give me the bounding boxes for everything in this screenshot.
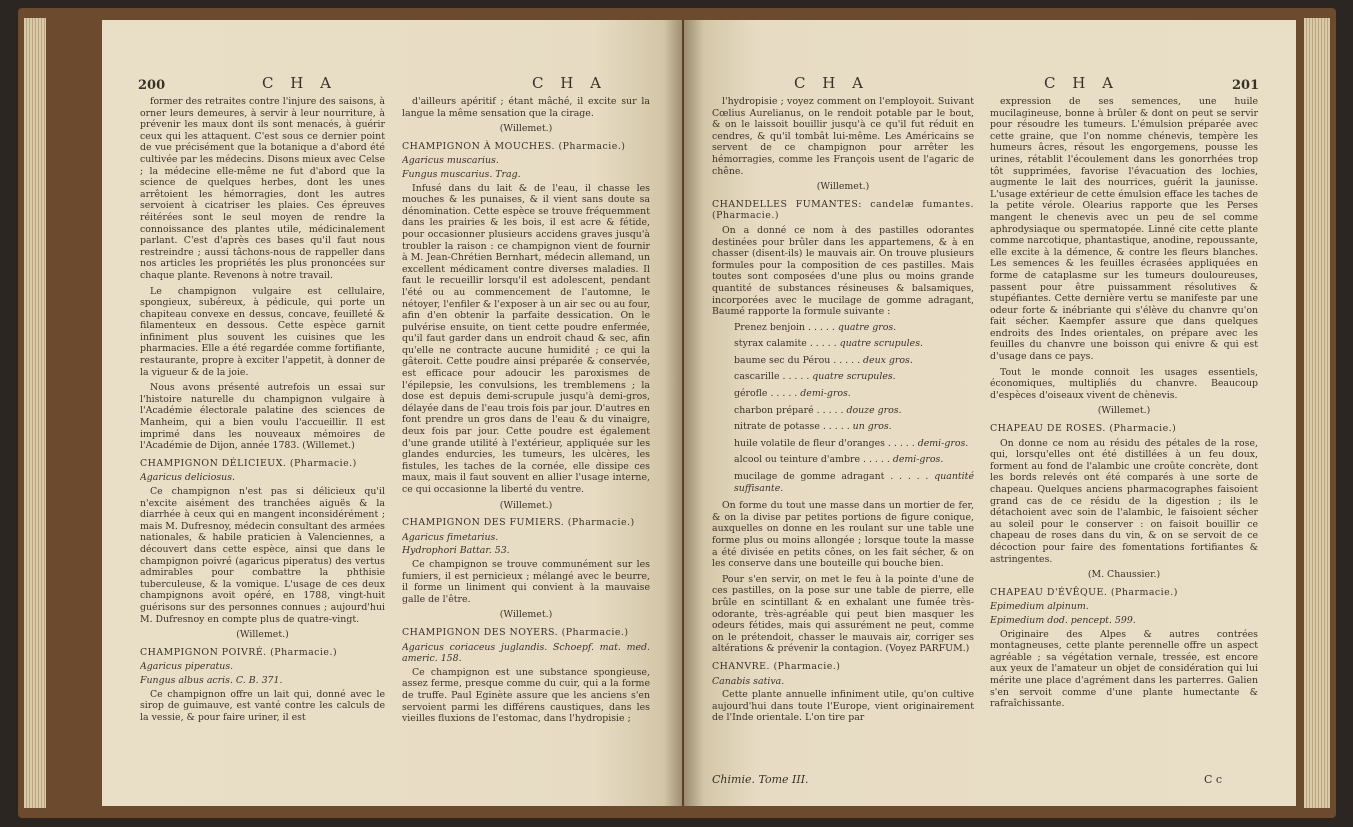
recipe-item bbox=[734, 355, 974, 367]
left-page-column-1 bbox=[140, 96, 385, 727]
recipe-ingredient: nitrate de potasse . . . . . bbox=[734, 421, 853, 433]
entry-heading: CHAPEAU D'ÉVÊQUE. (Pharmacie.) bbox=[990, 586, 1178, 598]
latin-name: Agaricus coriaceus juglandis. Schoepf. mat. med. americ. 158. bbox=[402, 641, 650, 665]
entry-heading: CHAMPIGNON À MOUCHES. (Pharmacie.) bbox=[402, 140, 626, 152]
entry-heading: CHAMPIGNON DES FUMIERS. (Pharmacie.) bbox=[402, 517, 635, 529]
recipe-ingredient: cascarille . . . . . bbox=[734, 371, 813, 383]
open-book bbox=[18, 8, 1336, 818]
recipe-item bbox=[734, 438, 974, 450]
right-page-edges bbox=[1304, 18, 1330, 808]
entry-heading: CHAPEAU DE ROSES. (Pharmacie.) bbox=[990, 423, 1177, 435]
latin-name: Canabis sativa. bbox=[712, 675, 785, 687]
author-signature: (Willemet.) bbox=[499, 123, 553, 135]
right-page bbox=[684, 20, 1296, 806]
paragraph: Ce champignon est une substance spongieuse, assez ferme, presque comme du cuir, qui a la forme de truffe. Paul Eginète assure que les anciens s'en servoient parmi les différens caustiques, dans les vieilles fluxions de l'estomac, dans l'hydropisie ; bbox=[402, 666, 650, 725]
recipe-ingredient: huile volatile de fleur d'oranges . . . . . bbox=[734, 437, 918, 449]
recipe-quantity: quantité suffisante. bbox=[734, 471, 974, 494]
paragraph: former des retraites contre l'injure des saisons, à orner leurs demeures, à servir à leur nourriture, à prévenir les maux dont ils sont menacés, à guérir ceux qui les attaquent. C'est sous ce dernier point de vue précisément que la botanique a d'abord été cultivée par les médecins. Disons mieux avec Celse ; la médecine elle-même ne fut d'abord que la science de quelques herbes, dont les unes arrêtoient les hémorragies, dont les autres servoient à cicatriser les plaies. Ces épreuves réitérées sont le seul moyen de rendre la connoissance des plantes utile, médicinalement parlant. C'est d'après ces bases qu'il faut nous restreindre ; aussi tâchons-nous de rappeller dans nos articles les propriétés les plus prononcées sur chaque plante. Revenons à notre travail. bbox=[140, 96, 385, 281]
recipe-quantity: douze gros. bbox=[846, 404, 902, 416]
recipe-item bbox=[734, 405, 974, 417]
latin-name: Agaricus fimetarius. bbox=[402, 531, 499, 543]
left-page-column-2 bbox=[402, 96, 650, 729]
left-page bbox=[102, 20, 682, 806]
signature-mark: Chimie. Tome III. bbox=[712, 773, 809, 786]
book-gutter bbox=[664, 20, 704, 806]
entry-heading: CHANDELLES FUMANTES: candelæ fumantes. (Pharmacie.) bbox=[712, 198, 974, 222]
paragraph: Infusé dans du lait & de l'eau, il chasse les mouches & les punaises, & il vient sans doute sa dénomination. Cette espèce se trouve fréquemment dans les prairies & les bois, il est acre & fétide, pour occasionner plusieurs accidens graves jusqu'à troubler la raison : ce champignon vient de fournir à M. Jean-Chrétien Bernhart, médecin allemand, un excellent médicament contre diverses maladies. Il faut le recueillir lorsqu'il est adolescent, pendant l'été ou au commencement de l'automne, le nétoyer, l'enfiler & l'exposer à un air sec ou au four, afin d'en obtenir la parfaite dessication. On le pulvérise ensuite, on tient cette poudre enfermée, qu'il faut garder dans un endroit chaud & sec, afin qu'elle ne contracte aucune humidité ; ce qui la gâteroit. Cette poudre ainsi préparée & conservée, est efficace pour adoucir les paroxismes de l'épilepsie, les convulsions, les tremblemens ; la dose est depuis demi-scrupule jusqu'à demi-gros, délayée dans de l'eau trois fois par jour. D'autres en font prendre un gros dans de l'eau & du vinaigre, deux fois par jour. Cette poudre est également d'une grande utilité à l'extérieur, appliquée sur les glandes endurcies, les tumeurs, les ulcères, les fistules, les taches de la cornée, elle dissipe ces maux, mais il faut souvent en allier l'usage interne, ce qui occasionne la liberté du ventre. bbox=[402, 182, 650, 495]
running-header-right-col2: C H A bbox=[1044, 74, 1119, 92]
recipe-quantity: quatre scrupules. bbox=[839, 338, 923, 350]
latin-name: Agaricus piperatus. bbox=[140, 661, 234, 673]
paragraph: expression de ses semences, une huile mucilagineuse, bonne à brûler & dont on peut se servir pour résoudre les tumeurs. L'émulsion préparée avec cette graine, que l'on nomme chénevis, tempère les humeurs âcres, résout les engorgemens, pousse les urines, rétablit l'écoulement dans les gonorrhées trop tôt supprimées, favorise l'évacuation des lochies, augmente le lait des nourrices, guérit la jaunisse. L'usage extérieur de cette émulsion efface les taches de la petite vérole. Olearius rapporte que les Perses mangent le chenevis avec un peu de sel comme aphrodysiaque ou spermatopée. Linné cite cette plante comme narcotique, phantastique, anodine, repoussante, elle excite à la démence, & contre les fleurs blanches. Les semences & les feuilles écrasées appliquées en forme de cataplasme sur les tumeurs douloureuses, passent pour être puissamment résolutives & stupéfiantes. Cette dernière vertu se manifeste par une odeur forte & inébriante qui s'élève du chanvre qu'on fait sécher. Kaempfer assure que dans quelques endroits des Indes orientales, on prépare avec les feuilles du chanvre une boisson qui enivre & qui est d'usage dans ce pays. bbox=[990, 96, 1258, 363]
paragraph: Le champignon vulgaire est cellulaire, spongieux, subéreux, à pédicule, qui porte un chapiteau convexe en dessus, concave, feuilleté & filamenteux en dessous. Cette espèce garnit infiniment plus souvent les cuisines que les pharmacies. Elle a été regardée comme fortifiante, restaurante, propre à exciter l'appetit, à donner de la vigueur & de la joie. bbox=[140, 285, 385, 378]
running-header-right-col1: C H A bbox=[794, 74, 869, 92]
recipe-item bbox=[734, 388, 974, 400]
recipe-quantity: demi-gros. bbox=[892, 454, 944, 466]
recipe-ingredient: alcool ou teinture d'ambre . . . . . bbox=[734, 454, 893, 466]
paragraph: Ce champignon se trouve communément sur les fumiers, il est pernicieux ; mélangé avec le beurre, il forme un liniment qui convient à la mauvaise galle de l'être. bbox=[402, 558, 650, 605]
recipe-ingredient: styrax calamite . . . . . bbox=[734, 338, 840, 350]
paragraph: Originaire des Alpes & autres contrées montagneuses, cette plante perennelle offre un aspect agréable ; sa végétation vernale, tressée, est encore aux yeux de l'amateur un objet de considération qui lui mérite une place d'agrément dans les parterres. Galien s'en servoit comme d'une plante humectante & rafraîchissante. bbox=[990, 628, 1258, 710]
recipe-quantity: deux gros. bbox=[863, 354, 913, 366]
gathering-letter: C c bbox=[1204, 773, 1223, 786]
author-signature: (Willemet.) bbox=[499, 499, 553, 511]
latin-name: Hydrophori Battar. 53. bbox=[402, 545, 510, 557]
latin-name: Epimedium alpinum. bbox=[990, 601, 1089, 613]
left-page-edges bbox=[24, 18, 46, 808]
paragraph: Tout le monde connoit les usages essentiels, économiques, multipliés du chanvre. Beaucoup d'espèces d'oiseaux vivent de chènevis. bbox=[990, 366, 1258, 401]
paragraph: d'ailleurs apéritif ; étant mâché, il excite sur la langue la même sensation que la cirage. bbox=[402, 96, 650, 119]
recipe-quantity: quatre gros. bbox=[837, 321, 897, 333]
page-number-right: 201 bbox=[1232, 78, 1260, 93]
paragraph: On a donné ce nom à des pastilles odorantes destinées pour brûler dans les appartemens, & à en chasser (disent-ils) le mauvais air. On trouve plusieurs formules pour la composition de ces pastilles. Mais toutes sont composées d'une plus ou moins grande quantité de substances résineuses & balsamiques, incorporées avec le mucilage de gomme adragant, Baumé rapporte la formule suivante : bbox=[712, 224, 974, 318]
recipe-item bbox=[734, 338, 974, 350]
recipe-quantity: un gros. bbox=[852, 421, 892, 433]
latin-name: Epimedium dod. pencept. 599. bbox=[990, 614, 1136, 626]
latin-name: Fungus muscarius. Trag. bbox=[402, 168, 521, 180]
recipe-quantity: demi-gros. bbox=[917, 437, 969, 449]
author-signature: (Willemet.) bbox=[816, 181, 870, 193]
entry-heading: CHAMPIGNON DES NOYERS. (Pharmacie.) bbox=[402, 626, 629, 638]
latin-name: Fungus albus acris. C. B. 371. bbox=[140, 674, 283, 686]
recipe-item bbox=[734, 371, 974, 383]
entry-heading: CHAMPIGNON DÉLICIEUX. (Pharmacie.) bbox=[140, 457, 357, 469]
paragraph: Pour s'en servir, on met le feu à la pointe d'une de ces pastilles, on la pose sur une table de pierre, elle brûle en scintillant & en exhalant une fumée très-odorante, très-agréable qui peut bien masquer les odeurs fétides, mais qui assurément ne peut, comme on le prétendoit, chasser le mauvais air, corriger ses altérations & prévenir la contagion. (Voyez PARFUM.) bbox=[712, 573, 974, 655]
recipe-item bbox=[734, 454, 974, 466]
recipe-ingredient: mucilage de gomme adragant . . . . . bbox=[734, 471, 935, 483]
right-page-column-1 bbox=[712, 96, 974, 728]
page-footer bbox=[712, 773, 974, 786]
recipe-ingredient: baume sec du Pérou . . . . . bbox=[734, 354, 864, 366]
author-signature: (Willemet.) bbox=[236, 629, 289, 641]
author-signature: (Willemet.) bbox=[499, 609, 553, 621]
right-page-column-2 bbox=[990, 96, 1258, 714]
paragraph: Cette plante annuelle infiniment utile, qu'on cultive aujourd'hui dans toute l'Europe, vient originairement de l'Inde orientale. L'on tire par bbox=[712, 689, 974, 724]
paragraph: l'hydropisie ; voyez comment on l'employoit. Suivant Cœlius Aurelianus, on le rendoit potable par le bout, & on le laissoit bouillir jusqu'à ce qu'il fut réduit en cendres, & qu'il tombât lui-même. Les Américains se servent de ce champignon pour arrêter les hémorragies, comme les François usent de l'agaric de chêne. bbox=[712, 96, 974, 177]
recipe-ingredient: charbon préparé . . . . . bbox=[734, 404, 847, 416]
entry-heading: CHAMPIGNON POIVRÉ. (Pharmacie.) bbox=[140, 646, 338, 658]
page-number-left: 200 bbox=[138, 78, 166, 93]
running-header-left-col1: C H A bbox=[262, 74, 337, 92]
paragraph: Nous avons présenté autrefois un essai sur l'histoire naturelle du champignon vulgaire à l'Académie électorale palatine des sciences de Manheim, qui a bien voulu l'accueillir. Il est imprimé dans les nouveaux mémoires de l'Académie de Dijon, année 1783. (Willemet.) bbox=[140, 382, 385, 452]
entry-heading: CHANVRE. (Pharmacie.) bbox=[712, 660, 841, 672]
recipe-ingredient: gérofle . . . . . bbox=[734, 388, 801, 400]
paragraph: On donne ce nom au résidu des pétales de la rose, qui, lorsqu'elles ont été distillées à un feu doux, forment au fond de l'alambic une croûte concrète, dont les bords relevés ont été comparés à une sorte de chapeau. Quelques anciens pharmacographes faisoient grand cas de ce résidu de la digestion ; ils le détachoient avec soin de l'alambic, le faisoient sécher au soleil pour le conserver : on faisoit bouillir ce chapeau de roses dans du vin, & on se servoit de ce décoction pour faire des fomentations fortifiantes & astringentes. bbox=[990, 437, 1258, 565]
author-signature: (M. Chaussier.) bbox=[1087, 569, 1161, 581]
recipe-quantity: quatre scrupules. bbox=[812, 371, 896, 383]
author-signature: (Willemet.) bbox=[1097, 405, 1151, 417]
recipe-item bbox=[734, 471, 974, 494]
recipe-list bbox=[734, 322, 974, 495]
recipe-item bbox=[734, 322, 974, 334]
recipe-item bbox=[734, 421, 974, 433]
gathering-mark bbox=[1204, 773, 1264, 786]
running-header-left-col2: C H A bbox=[532, 74, 607, 92]
latin-name: Agaricus deliciosus. bbox=[140, 472, 235, 484]
paragraph: On forme du tout une masse dans un mortier de fer, & on la divise par petites portions de figure conique, auxquelles on donne en les roulant sur une table une forme plus ou moins allongée ; lorsque toute la masse a été divisée en petits cônes, on les fait sécher, & on les conserve dans une bouteille qui bouche bien. bbox=[712, 500, 974, 570]
recipe-quantity: demi-gros. bbox=[800, 388, 851, 400]
paragraph: Ce champignon n'est pas si délicieux qu'il n'excite aisément des tranchées aiguës & la diarrhée à ceux qui en mangent inconsidérément ; mais M. Dufresnoy, médecin consultant des armées nationales, & habile praticien à Valenciennes, a découvert dans cette espèce, ainsi que dans le champignon poivré (agaricus piperatus) des vertus admirables pour combattre la phthisie tuberculeuse, & la vomique. L'usage de ces deux champignons avoit opéré, en 1788, vingt-huit guérisons sur des personnes connues ; aujourd'hui M. Dufresnoy en compte plus de quatre-vingt. bbox=[140, 486, 385, 625]
paragraph: Ce champignon offre un lait qui, donné avec le sirop de guimauve, est vanté contre les calculs de la vessie, & pour faire uriner, il est bbox=[140, 688, 385, 723]
latin-name: Agaricus muscarius. bbox=[402, 155, 499, 167]
recipe-ingredient: Prenez benjoin . . . . . bbox=[734, 321, 838, 333]
